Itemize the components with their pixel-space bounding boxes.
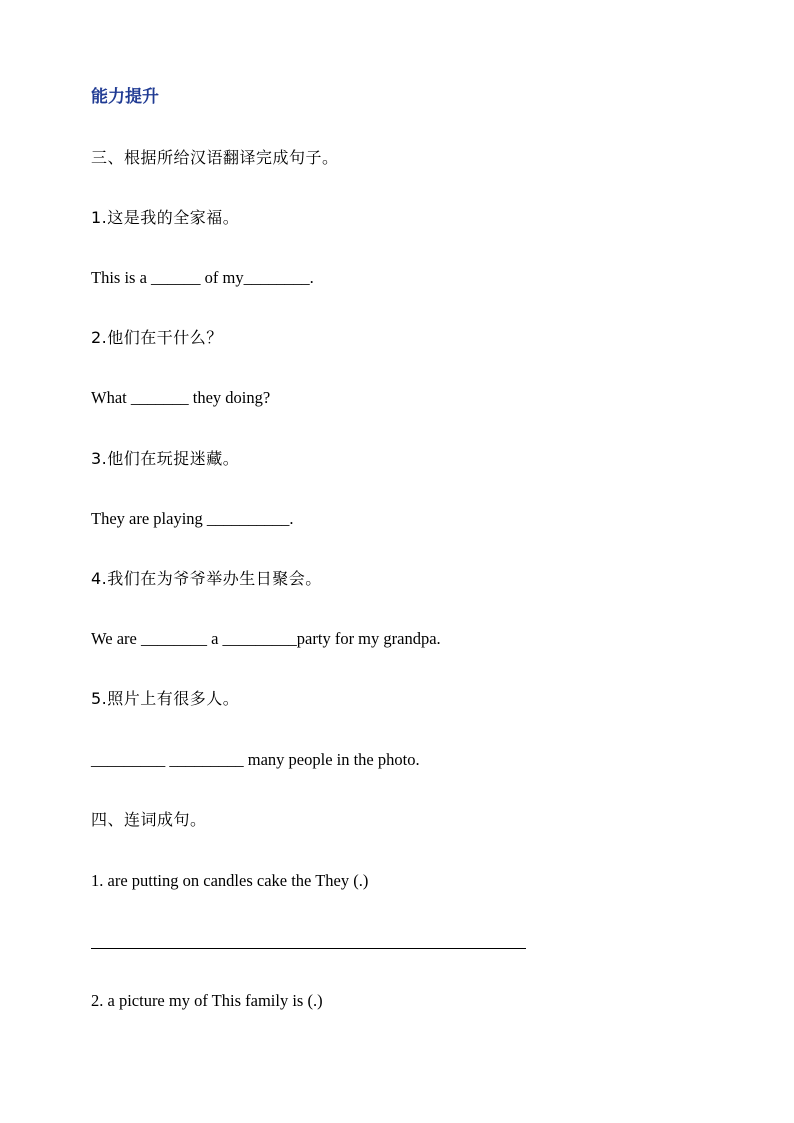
q3-4-english: We are ________ a _________party for my grandpa. [91, 629, 441, 648]
q4-1-prompt: 1. are putting on candles cake the They (.) [91, 871, 369, 890]
section4-title: 四、连词成句。 [91, 810, 207, 829]
section-heading: 能力提升 [91, 87, 159, 107]
q3-4-chinese: 4.我们在为爷爷举办生日聚会。 [91, 569, 322, 588]
q3-5-chinese: 5.照片上有很多人。 [91, 689, 240, 708]
q3-2-chinese: 2.他们在干什么？ [91, 328, 223, 347]
q4-2-prompt: 2. a picture my of This family is (.) [91, 991, 323, 1010]
q4-1-answer-line[interactable] [91, 948, 526, 949]
q3-1-chinese: 1.这是我的全家福。 [91, 208, 240, 227]
q3-3-english: They are playing __________. [91, 509, 294, 528]
q3-2-english: What _______ they doing? [91, 388, 271, 407]
q3-1-english: This is a ______ of my________. [91, 268, 314, 287]
q3-5-english: _________ _________ many people in the photo. [91, 750, 420, 769]
q3-3-chinese: 3.他们在玩捉迷藏。 [91, 449, 240, 468]
section3-title: 三、根据所给汉语翻译完成句子。 [91, 148, 339, 167]
